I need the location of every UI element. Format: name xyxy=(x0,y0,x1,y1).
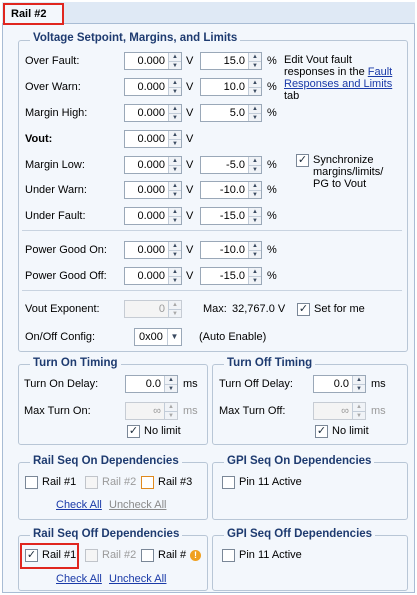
spin-down-icon: ▼ xyxy=(169,113,181,122)
spin-down-icon: ▼ xyxy=(249,216,261,225)
spin-up-icon: ▲ xyxy=(168,404,174,410)
spin-down-icon: ▼ xyxy=(249,250,261,259)
spin-up-icon: ▲ xyxy=(168,377,174,383)
turn-on-no-limit-label: No limit xyxy=(144,425,181,437)
vout-exponent-label: Vout Exponent: xyxy=(25,303,100,315)
sync-checkbox[interactable]: ✓ xyxy=(297,154,308,166)
spin-up-icon: ▲ xyxy=(172,158,178,164)
voltage-row-label: Over Fault: xyxy=(25,55,80,67)
percent-spinner[interactable]: -5.0 ▲ ▼ xyxy=(200,156,262,174)
sync-label: Synchronize margins/limits/ PG to Vout xyxy=(313,154,384,190)
turn-on-delay-label: Turn On Delay: xyxy=(24,378,99,390)
seq-on-rail-1-label: Rail #1 xyxy=(42,476,77,488)
spin-up-icon: ▲ xyxy=(356,404,362,410)
max-turn-off-label: Max Turn Off: xyxy=(219,405,286,417)
gpi-seq-on-group xyxy=(212,462,408,520)
spin-down-icon: ▼ xyxy=(249,61,261,70)
spin-down-icon: ▼ xyxy=(169,276,181,285)
voltage-value-spinner[interactable]: 0.000 ▲ ▼ xyxy=(124,267,182,285)
seq-on-check-all-link[interactable]: Check All xyxy=(56,499,102,511)
percent-spinner[interactable]: 10.0 ▲ ▼ xyxy=(200,78,262,96)
turn-off-no-limit-checkbox[interactable]: ✓ xyxy=(316,425,327,437)
spin-up-icon: ▲ xyxy=(252,243,258,249)
spin-down-icon: ▼ xyxy=(169,61,181,70)
rail-seq-off-title: Rail Seq Off Dependencies xyxy=(30,528,182,540)
spin-up-icon: ▲ xyxy=(172,106,178,112)
spin-down-icon: ▼ xyxy=(249,276,261,285)
seq-off-rail-3-label: Rail # xyxy=(158,549,187,561)
voltage-value-spinner[interactable]: 0.000 ▲ ▼ xyxy=(124,156,182,174)
spin-up-icon: ▲ xyxy=(172,209,178,215)
max-label: Max: xyxy=(203,303,227,315)
gpi-seq-on-title: GPI Seq On Dependencies xyxy=(224,455,374,467)
turn-off-delay-label: Turn Off Delay: xyxy=(219,378,293,390)
spin-down-icon: ▼ xyxy=(169,190,181,199)
spin-down-icon: ▼ xyxy=(165,411,177,420)
spin-down-icon: ▼ xyxy=(249,165,261,174)
percent-spinner[interactable]: 15.0 ▲ ▼ xyxy=(200,52,262,70)
onoff-config-label: On/Off Config: xyxy=(25,331,96,343)
percent-spinner[interactable]: -10.0 ▲ ▼ xyxy=(200,181,262,199)
spin-down-icon: ▼ xyxy=(169,87,181,96)
set-for-me-checkbox[interactable]: ✓ xyxy=(298,303,309,315)
percent-spinner[interactable]: -10.0 ▲ ▼ xyxy=(200,241,262,259)
spin-up-icon: ▲ xyxy=(252,158,258,164)
seq-off-check-all-link[interactable]: Check All xyxy=(56,573,102,585)
gpi-seq-off-group xyxy=(212,535,408,591)
seq-on-rail-2-label: Rail #2 xyxy=(102,476,137,488)
percent-unit: % xyxy=(267,55,277,67)
seq-off-rail-1-checkbox[interactable]: ✓ xyxy=(26,549,37,561)
percent-spinner[interactable]: -15.0 ▲ ▼ xyxy=(200,267,262,285)
spin-down-icon: ▼ xyxy=(169,250,181,259)
voltage-value-spinner[interactable]: 0.000 ▲ ▼ xyxy=(124,104,182,122)
voltage-unit: V xyxy=(186,159,194,171)
spin-up-icon: ▲ xyxy=(172,80,178,86)
percent-unit: % xyxy=(267,184,277,196)
spin-down-icon: ▼ xyxy=(169,216,181,225)
turn-off-no-limit-label: No limit xyxy=(332,425,369,437)
tab-rail-2[interactable] xyxy=(4,3,64,25)
voltage-row-label: Under Fault: xyxy=(25,210,86,222)
gpi-off-pin-11-checkbox[interactable] xyxy=(222,549,235,562)
percent-spinner[interactable]: -15.0 ▲ ▼ xyxy=(200,207,262,225)
max-turn-on-unit: ms xyxy=(183,405,198,417)
seq-on-rail-2-checkbox xyxy=(85,476,98,489)
seq-off-rail-2-label: Rail #2 xyxy=(102,549,137,561)
spin-up-icon: ▲ xyxy=(172,54,178,60)
seq-on-rail-3-checkbox[interactable] xyxy=(141,476,154,489)
voltage-row-label: Margin High: xyxy=(25,107,88,119)
separator xyxy=(22,230,402,231)
spin-up-icon: ▲ xyxy=(252,183,258,189)
seq-on-rail-3-label: Rail #3 xyxy=(158,476,193,488)
spin-up-icon: ▲ xyxy=(172,269,178,275)
onoff-config-note: (Auto Enable) xyxy=(199,331,267,343)
percent-unit: % xyxy=(267,159,277,171)
voltage-unit: V xyxy=(186,81,194,93)
spin-up-icon: ▲ xyxy=(252,106,258,112)
gpi-on-pin-11-checkbox[interactable] xyxy=(222,476,235,489)
voltage-row-label: Power Good Off: xyxy=(25,270,107,282)
voltage-row-label: Under Warn: xyxy=(25,184,87,196)
spin-up-icon: ▲ xyxy=(172,183,178,189)
vout-exponent-spinner: 0 ▲ ▼ xyxy=(124,300,182,318)
voltage-unit: V xyxy=(186,107,194,119)
spin-down-icon: ▼ xyxy=(249,113,261,122)
seq-off-rail-1-label: Rail #1 xyxy=(42,549,77,561)
voltage-value-spinner[interactable]: 0.000 ▲ ▼ xyxy=(124,52,182,70)
max-turn-off-spinner: ∞ ▲ ▼ xyxy=(313,402,366,420)
gpi-off-pin-11-label: Pin 11 Active xyxy=(239,549,302,561)
spin-up-icon: ▲ xyxy=(252,54,258,60)
spin-down-icon: ▼ xyxy=(249,87,261,96)
turn-off-delay-unit: ms xyxy=(371,378,386,390)
voltage-unit: V xyxy=(186,244,194,256)
fault-responses-link[interactable]: Fault Responses and Limits xyxy=(284,66,393,90)
voltage-row-label: Margin Low: xyxy=(25,159,85,171)
spin-down-icon: ▼ xyxy=(249,190,261,199)
spin-up-icon: ▲ xyxy=(172,243,178,249)
voltage-value-spinner[interactable]: 0.000 ▲ ▼ xyxy=(124,130,182,148)
spin-up-icon: ▲ xyxy=(252,269,258,275)
max-turn-on-label: Max Turn On: xyxy=(24,405,91,417)
turn-on-timing-title: Turn On Timing xyxy=(30,357,121,369)
rail-seq-on-group xyxy=(18,462,208,520)
voltage-value-spinner[interactable]: 0.000 ▲ ▼ xyxy=(124,241,182,259)
spin-up-icon: ▲ xyxy=(172,132,178,138)
voltage-value-spinner[interactable]: 0.000 ▲ ▼ xyxy=(124,181,182,199)
voltage-row-label: Vout: xyxy=(25,133,53,145)
percent-unit: % xyxy=(267,210,277,222)
voltage-unit: V xyxy=(186,184,194,196)
rail-seq-on-title: Rail Seq On Dependencies xyxy=(30,455,182,467)
turn-on-delay-spinner[interactable]: 0.0 ▲ ▼ xyxy=(125,375,178,393)
spin-down-icon: ▼ xyxy=(169,309,181,318)
seq-on-rail-1-checkbox[interactable] xyxy=(25,476,38,489)
max-turn-off-unit: ms xyxy=(371,405,386,417)
max-value: 32,767.0 V xyxy=(232,303,286,315)
seq-off-rail-3-checkbox[interactable] xyxy=(141,549,154,562)
tab-label: Rail #2 xyxy=(11,8,47,20)
percent-unit: % xyxy=(267,81,277,93)
turn-off-timing-title: Turn Off Timing xyxy=(224,357,315,369)
spin-down-icon: ▼ xyxy=(169,139,181,148)
turn-on-delay-unit: ms xyxy=(183,378,198,390)
voltage-unit: V xyxy=(186,210,194,222)
gpi-seq-off-title: GPI Seq Off Dependencies xyxy=(224,528,375,540)
warning-icon: ! xyxy=(190,550,201,561)
turn-on-no-limit-checkbox[interactable]: ✓ xyxy=(128,425,139,437)
spin-up-icon: ▲ xyxy=(172,302,178,308)
percent-unit: % xyxy=(267,244,277,256)
gpi-on-pin-11-label: Pin 11 Active xyxy=(239,476,302,488)
seq-off-uncheck-all-link[interactable]: Uncheck All xyxy=(109,573,167,585)
voltage-unit: V xyxy=(186,55,194,67)
voltage-row-label: Over Warn: xyxy=(25,81,81,93)
set-for-me-label: Set for me xyxy=(314,303,365,315)
max-turn-on-spinner: ∞ ▲ ▼ xyxy=(125,402,178,420)
seq-off-rail-2-checkbox xyxy=(85,549,98,562)
voltage-group-title: Voltage Setpoint, Margins, and Limits xyxy=(30,32,240,44)
voltage-unit: V xyxy=(186,270,194,282)
spin-up-icon: ▲ xyxy=(356,377,362,383)
fault-response-note: Edit Vout fault responses in the Fault Responses and Limits tab xyxy=(284,54,393,102)
percent-unit: % xyxy=(267,270,277,282)
voltage-unit: V xyxy=(186,133,194,145)
percent-unit: % xyxy=(267,107,277,119)
separator xyxy=(22,290,402,291)
chevron-down-icon: ▼ xyxy=(167,329,181,345)
spin-down-icon: ▼ xyxy=(353,384,365,393)
spin-down-icon: ▼ xyxy=(169,165,181,174)
onoff-config-select[interactable]: 0x00 ▼ xyxy=(134,328,182,346)
voltage-value-spinner[interactable]: 0.000 ▲ ▼ xyxy=(124,207,182,225)
voltage-value-spinner[interactable]: 0.000 ▲ ▼ xyxy=(124,78,182,96)
percent-spinner[interactable]: 5.0 ▲ ▼ xyxy=(200,104,262,122)
seq-on-uncheck-all-link: Uncheck All xyxy=(109,499,167,511)
voltage-row-label: Power Good On: xyxy=(25,244,107,256)
spin-up-icon: ▲ xyxy=(252,80,258,86)
spin-down-icon: ▼ xyxy=(165,384,177,393)
spin-down-icon: ▼ xyxy=(353,411,365,420)
turn-off-delay-spinner[interactable]: 0.0 ▲ ▼ xyxy=(313,375,366,393)
spin-up-icon: ▲ xyxy=(252,209,258,215)
